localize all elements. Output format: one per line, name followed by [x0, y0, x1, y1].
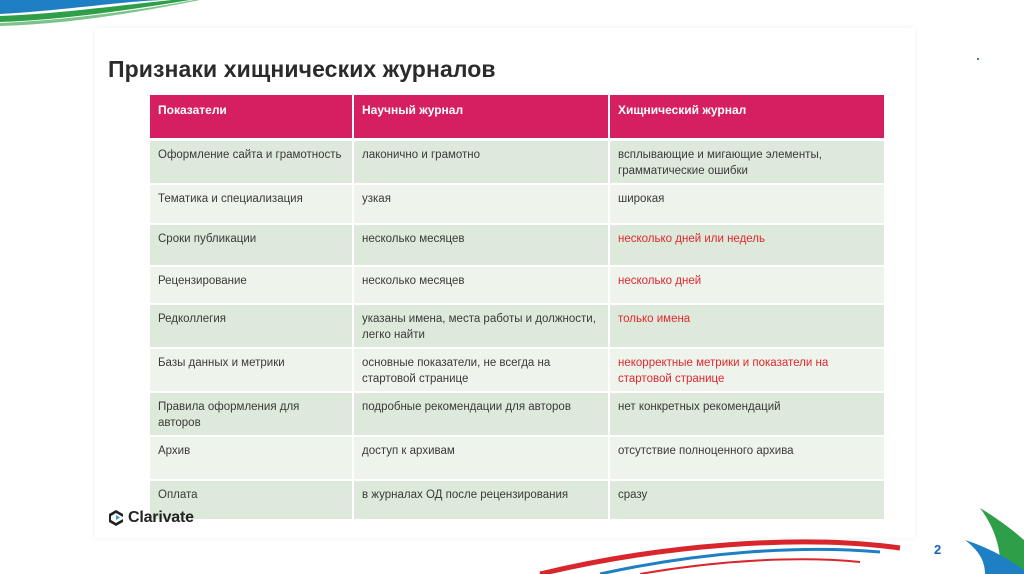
- cell-criterion: Архив: [150, 437, 354, 481]
- cell-predatory-journal: сразу: [610, 481, 886, 521]
- cell-predatory-journal: некорректные метрики и показатели на стартовой странице: [610, 349, 886, 393]
- cell-criterion: Сроки публикации: [150, 225, 354, 267]
- decorative-dot: [977, 58, 979, 60]
- cell-scientific-journal: указаны имена, места работы и должности, легко найти: [354, 305, 610, 349]
- table-row: [150, 267, 886, 305]
- cell-criterion: Базы данных и метрики: [150, 349, 354, 393]
- table-row: [150, 437, 886, 481]
- table-row: [150, 349, 886, 393]
- clarivate-logo: [108, 509, 194, 527]
- cell-predatory-journal: несколько дней или недель: [610, 225, 886, 267]
- cell-scientific-journal: несколько месяцев: [354, 267, 610, 305]
- table-row: [150, 481, 886, 521]
- header-criterion: Показатели: [150, 95, 354, 141]
- cell-criterion: Редколлегия: [150, 305, 354, 349]
- clarivate-logo-icon: [108, 509, 124, 527]
- cell-criterion: Оплата: [150, 481, 354, 521]
- page-title: Признаки хищнических журналов: [108, 56, 496, 82]
- cell-predatory-journal: несколько дней: [610, 267, 886, 305]
- page-number: 2: [934, 542, 942, 557]
- cell-scientific-journal: несколько месяцев: [354, 225, 610, 267]
- cell-predatory-journal: широкая: [610, 185, 886, 225]
- table-row: [150, 225, 886, 267]
- table-row: [150, 305, 886, 349]
- table-header-row: [150, 95, 886, 141]
- cell-predatory-journal: только имена: [610, 305, 886, 349]
- cell-scientific-journal: доступ к архивам: [354, 437, 610, 481]
- cell-criterion: Тематика и специализация: [150, 185, 354, 225]
- cell-predatory-journal: нет конкретных рекомендаций: [610, 393, 886, 437]
- table-row: [150, 185, 886, 225]
- cell-criterion: Оформление сайта и грамотность: [150, 141, 354, 185]
- table-row: [150, 393, 886, 437]
- table-row: [150, 141, 886, 185]
- cell-criterion: Рецензирование: [150, 267, 354, 305]
- cell-scientific-journal: в журналах ОД после рецензирования: [354, 481, 610, 521]
- header-scientific-journal: Научный журнал: [354, 95, 610, 141]
- cell-predatory-journal: отсутствие полноценного архива: [610, 437, 886, 481]
- cell-criterion: Правила оформления для авторов: [150, 393, 354, 437]
- cell-scientific-journal: подробные рекомендации для авторов: [354, 393, 610, 437]
- cell-scientific-journal: основные показатели, не всегда на стартовой странице: [354, 349, 610, 393]
- header-predatory-journal: Хищнический журнал: [610, 95, 886, 141]
- logo-text: Clarivate: [128, 509, 194, 526]
- cell-scientific-journal: лаконично и грамотно: [354, 141, 610, 185]
- comparison-table: [150, 95, 886, 521]
- cell-predatory-journal: всплывающие и мигающие элементы, грамматические ошибки: [610, 141, 886, 185]
- cell-scientific-journal: узкая: [354, 185, 610, 225]
